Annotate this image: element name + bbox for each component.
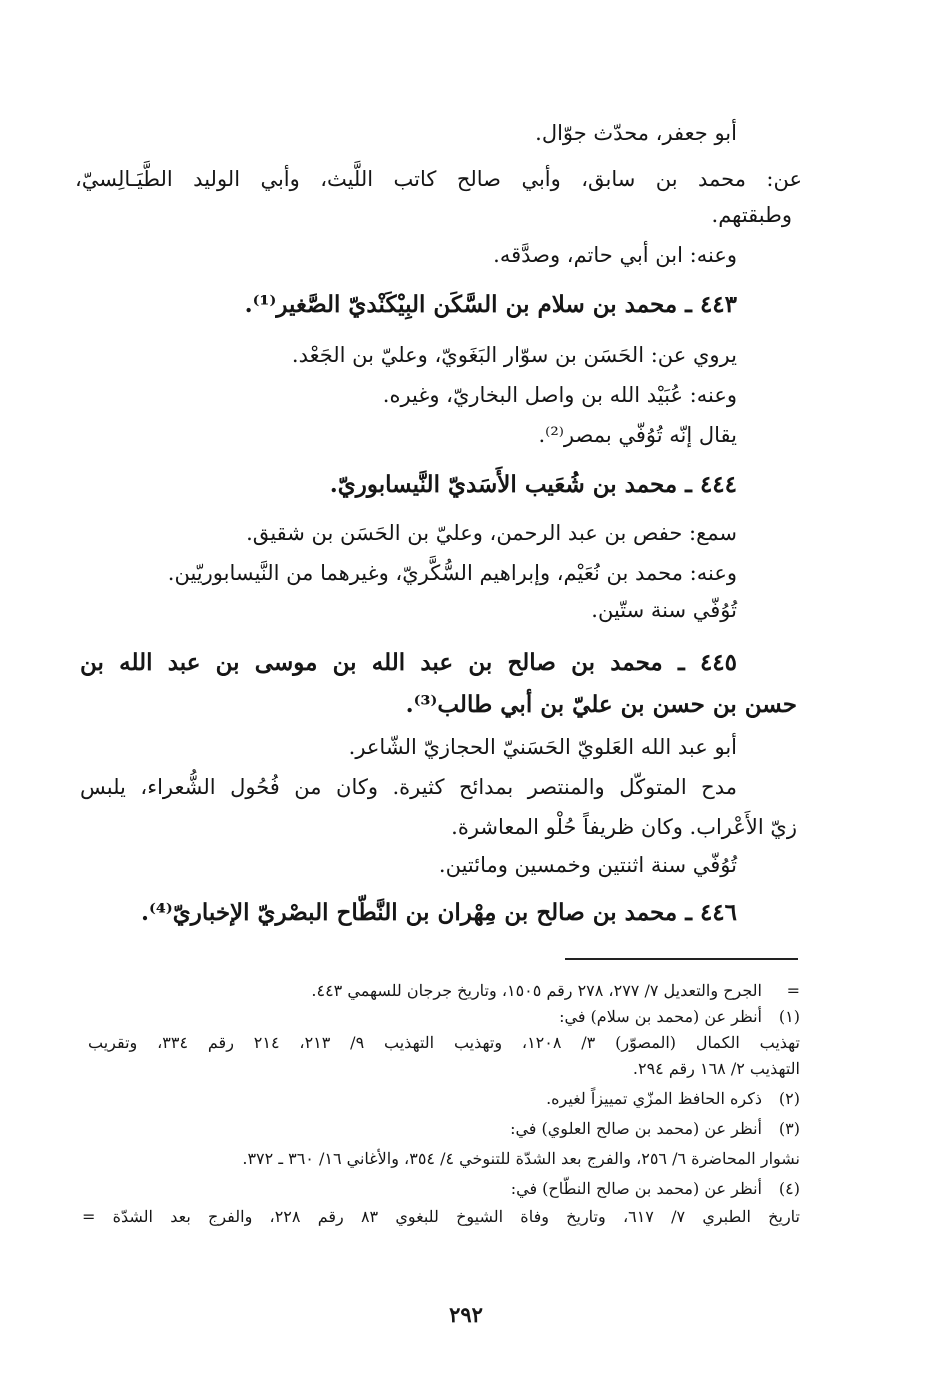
footnote-line bbox=[559, 1006, 800, 1028]
footnote-line bbox=[82, 1206, 800, 1228]
body-line: تُوُفّي سنة ستّين. bbox=[591, 598, 737, 622]
footnote-line bbox=[510, 1118, 800, 1140]
footnote-line bbox=[242, 1148, 800, 1170]
body-line: وعنه: محمد بن نُعَيْم، وإبراهيم السُّكَّريّ، وغيرهما من النَّيسابوريّين. bbox=[167, 561, 737, 585]
entry-heading: ٤٤٣ ـ محمد بن سلام بن السَّكَن البِيْكَنْديّ الصَّغير⁽¹⁾. bbox=[244, 291, 737, 318]
footnote-text: تاريخ الطبري ٧/ ٦١٧، وتاريخ وفاة الشيوخ للبغوي ٨٣ رقم ٢٢٨، والفرج بعد الشدّة = bbox=[82, 1207, 800, 1226]
footnote-marker: (٤) bbox=[778, 1179, 800, 1198]
body-line: يقال إنّه تُوُفّي بمصر⁽²⁾. bbox=[538, 423, 737, 447]
footnote-line bbox=[311, 980, 800, 1002]
footnote-line bbox=[88, 1032, 800, 1054]
footnote-line bbox=[511, 1178, 800, 1200]
body-line: تُوُفّي سنة اثنتين وخمسين ومائتين. bbox=[438, 853, 737, 877]
entry-heading-continued: حسن بن حسن بن عليّ بن أبي طالب⁽³⁾. bbox=[405, 691, 797, 718]
body-line: وعنه: ابن أبي حاتم، وصدَّقه. bbox=[493, 243, 737, 267]
footnote-marker: (٢) bbox=[778, 1089, 800, 1108]
footnote-text: الجرح والتعديل ٧/ ٢٧٧، ٢٧٨ رقم ١٥٠٥، وتاريخ جرجان للسهمي ٤٤٣. bbox=[311, 981, 762, 1000]
footnote-line bbox=[633, 1058, 800, 1080]
body-line: عن: محمد بن سابق، وأبي صالح كاتب اللَّيث، وأبي الوليد الطَّيَـالِسيّ، bbox=[75, 167, 802, 191]
body-line: وطبقتهم. bbox=[711, 203, 792, 227]
entry-heading: ٤٤٥ ـ محمد بن صالح بن عبد الله بن موسى بن عبد الله بن bbox=[80, 649, 737, 676]
footnote-text: ذكره الحافظ المزّي تمييزاً لغيره. bbox=[546, 1089, 762, 1108]
body-line: زيّ الأَعْراب. وكان ظريفاً حُلْو المعاشرة. bbox=[451, 815, 797, 839]
footnote-text: أنظر عن (محمد بن صالح العلوي) في: bbox=[510, 1119, 762, 1138]
footnote-line bbox=[546, 1088, 800, 1110]
body-line: سمع: حفص بن عبد الرحمن، وعليّ بن الحَسَن بن شقيق. bbox=[246, 521, 737, 545]
body-line: مدح المتوكّل والمنتصر بمدائح كثيرة. وكان من فُحُول الشُّعراء، يلبس bbox=[80, 775, 737, 799]
footnote-marker: = bbox=[786, 981, 800, 1000]
footnote-marker: (١) bbox=[778, 1007, 800, 1026]
footnote-text: تهذيب الكمال (المصوّر) ٣/ ١٢٠٨، وتهذيب التهذيب ٩/ ٢١٣، ٢١٤ رقم ٣٣٤، وتقريب bbox=[88, 1033, 801, 1052]
body-line: يروي عن: الحَسَن بن سوّار البَغَويّ، وعليّ بن الجَعْد. bbox=[291, 343, 737, 367]
footnote-marker: (٣) bbox=[778, 1119, 800, 1138]
entry-heading: ٤٤٦ ـ محمد بن صالح بن مِهْران بن النَّطّاح البصْريّ الإخباريّ⁽⁴⁾. bbox=[140, 899, 737, 926]
body-line: أبو عبد الله العَلويّ الحَسَنيّ الحجازيّ الشّاعر. bbox=[348, 735, 737, 759]
body-line: أبو جعفر، محدّث جوّال. bbox=[535, 121, 737, 145]
footnote-text: أنظر عن (محمد بن صالح النطّاح) في: bbox=[510, 1179, 762, 1198]
entry-heading: ٤٤٤ ـ محمد بن شُعَيب الأَسَديّ النَّيسابوريّ. bbox=[329, 471, 737, 498]
body-line: وعنه: عُبَيْد الله بن واصل البخاريّ، وغيره. bbox=[382, 383, 737, 407]
footnote-text: التهذيب ٢/ ١٦٨ رقم ٢٩٤. bbox=[632, 1059, 800, 1078]
footnote-text: نشوار المحاضرة ٦/ ٢٥٦، والفرج بعد الشدّة للتنوخي ٤/ ٣٥٤، والأغاني ١٦/ ٣٦٠ ـ ٣٧٢. bbox=[242, 1149, 800, 1168]
footnote-text: أنظر عن (محمد بن سلام) في: bbox=[559, 1007, 762, 1026]
footnote-separator bbox=[565, 958, 798, 960]
page-number: ٢٩٢ bbox=[449, 1302, 483, 1327]
